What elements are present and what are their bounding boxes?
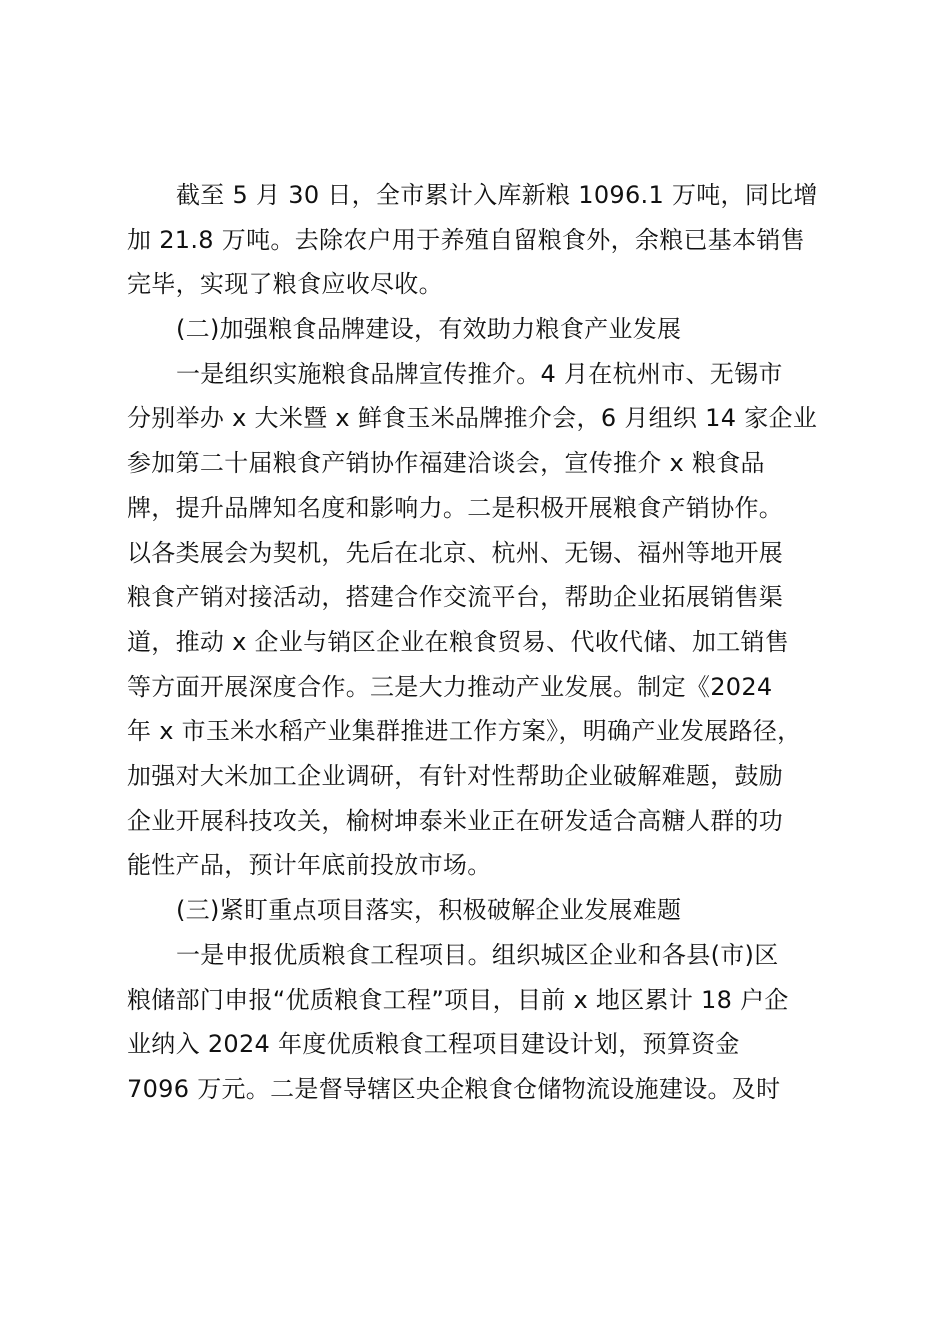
paragraph-2-line-11: 企业开展科技攻关，榆树坤泰米业正在研发适合高糖人群的功	[127, 807, 784, 835]
paragraph-1-line-3: 完毕，实现了粮食应收尽收。	[127, 270, 443, 298]
paragraph-3-line-4: 7096 万元。二是督导辖区央企粮食仓储物流设施建设。及时	[127, 1075, 781, 1103]
section-heading-3: (三)紧盯重点项目落实，积极破解企业发展难题	[176, 896, 682, 924]
paragraph-2-line-6: 粮食产销对接活动，搭建合作交流平台，帮助企业拓展销售渠	[127, 583, 784, 611]
paragraph-2-line-10: 加强对大米加工企业调研，有针对性帮助企业破解难题，鼓励	[127, 762, 784, 790]
paragraph-2-line-3: 参加第二十届粮食产销协作福建洽谈会，宣传推介 x 粮食品	[127, 449, 765, 477]
paragraph-2-line-4: 牌，提升品牌知名度和影响力。二是积极开展粮食产销协作。	[127, 494, 784, 522]
paragraph-3-line-2: 粮储部门申报“优质粮食工程”项目，目前 x 地区累计 18 户企	[127, 986, 789, 1014]
paragraph-2-line-2: 分别举办 x 大米暨 x 鲜食玉米品牌推介会，6 月组织 14 家企业	[127, 404, 818, 432]
paragraph-2-line-1: 一是组织实施粮食品牌宣传推介。4 月在杭州市、无锡市	[176, 360, 783, 388]
paragraph-3-line-3: 业纳入 2024 年度优质粮食工程项目建设计划，预算资金	[127, 1030, 740, 1058]
paragraph-2-line-5: 以各类展会为契机，先后在北京、杭州、无锡、福州等地开展	[127, 539, 784, 567]
paragraph-2-line-9: 年 x 市玉米水稻产业集群推进工作方案》，明确产业发展路径，	[127, 717, 802, 745]
paragraph-3-line-1: 一是申报优质粮食工程项目。组织城区企业和各县(市)区	[176, 941, 779, 969]
section-heading-2: (二)加强粮食品牌建设，有效助力粮食产业发展	[176, 315, 682, 343]
paragraph-2-line-12: 能性产品，预计年底前投放市场。	[127, 851, 492, 879]
paragraph-1-line-1: 截至 5 月 30 日，全市累计入库新粮 1096.1 万吨，同比增	[176, 181, 818, 209]
paragraph-2-line-8: 等方面开展深度合作。三是大力推动产业发展。制定《2024	[127, 673, 773, 701]
paragraph-2-line-7: 道，推动 x 企业与销区企业在粮食贸易、代收代储、加工销售	[127, 628, 790, 656]
paragraph-1-line-2: 加 21.8 万吨。去除农户用于养殖自留粮食外，余粮已基本销售	[127, 226, 805, 254]
